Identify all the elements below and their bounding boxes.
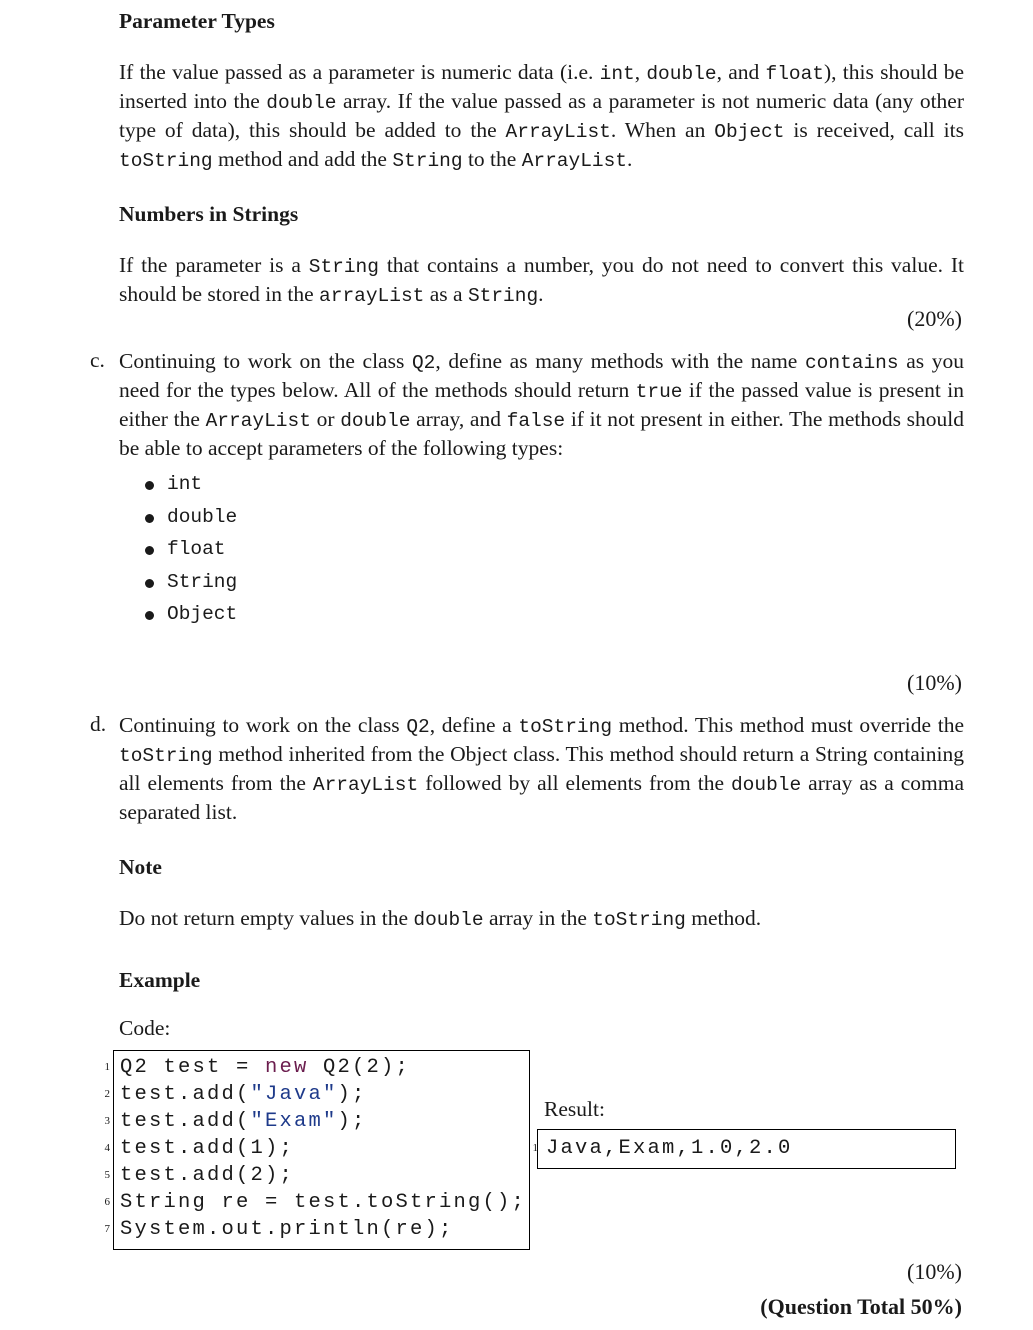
part-c-paragraph: Continuing to work on the class Q2, define as many methods with the name contains as you need for the types below. All of the methods should return true if the passed value is present in either the ArrayList or double array, and false if it not present in either. The methods should be able to accept parameters of the following types: [119,349,964,460]
parameter-types-paragraph: If the value passed as a parameter is numeric data (i.e. int, double, and float), this should be inserted into the double array. If the value passed as a parameter is not numeric data (any other type of data), this should be added to the ArrayList. When an Object is received, call its toString method and add the String to the ArrayList. [119,60,964,172]
code-line: test.add("Exam"); [120,1110,367,1133]
parameter-types-heading: Parameter Types [119,9,275,33]
code-line: Q2 test = new Q2(2); [120,1056,411,1079]
code-label: Code: [119,1016,171,1040]
line-number: 3 [104,1115,110,1127]
line-number: 1 [532,1142,538,1154]
list-item: int [145,468,445,501]
result-box [526,1129,956,1169]
note-paragraph: Do not return empty values in the double array in the toString method. [119,906,762,931]
type-list [145,468,445,631]
part-d-points: (10%) [907,1259,962,1284]
part-d-paragraph: Continuing to work on the class Q2, define a toString method. This method must override the toString method inherited from the Object class. This method should return a String containing all elements from the ArrayList followed by all elements from the double array as a comma separated list. [119,713,965,824]
result-label: Result: [544,1097,605,1121]
code-line: String re = test.toString(); [120,1191,527,1214]
numbers-in-strings-paragraph: If the parameter is a String that contains a number, you do not need to convert this value. It should be stored in the arrayList as a String. [119,253,964,307]
line-number: 7 [104,1223,110,1235]
bullet-icon [145,611,154,620]
code-line: test.add("Java"); [120,1083,367,1106]
line-number: 5 [104,1169,110,1181]
list-item: Object [145,598,445,631]
result-text: Java,Exam,1.0,2.0 [546,1137,793,1160]
line-number: 2 [104,1088,110,1100]
list-item: String [145,566,445,599]
code-line: System.out.println(re); [120,1218,454,1241]
numbers-in-strings-heading: Numbers in Strings [119,202,299,226]
code-line: test.add(2); [120,1164,295,1187]
question-total: (Question Total 50%) [760,1294,962,1319]
note-heading: Note [119,855,162,879]
bullet-icon [145,514,154,523]
part-b-points: (20%) [907,306,962,331]
code-example [96,1050,532,1250]
line-number: 4 [104,1142,110,1154]
line-number: 6 [104,1196,110,1208]
bullet-icon [145,481,154,490]
list-item: float [145,533,445,566]
bullet-icon [145,546,154,555]
part-c-label: c. [90,348,105,372]
bullet-icon [145,579,154,588]
part-d-label: d. [90,712,107,736]
part-c-points: (10%) [907,670,962,695]
example-heading: Example [119,968,201,992]
code-line: test.add(1); [120,1137,295,1160]
list-item: double [145,501,445,534]
line-number: 1 [104,1061,110,1073]
